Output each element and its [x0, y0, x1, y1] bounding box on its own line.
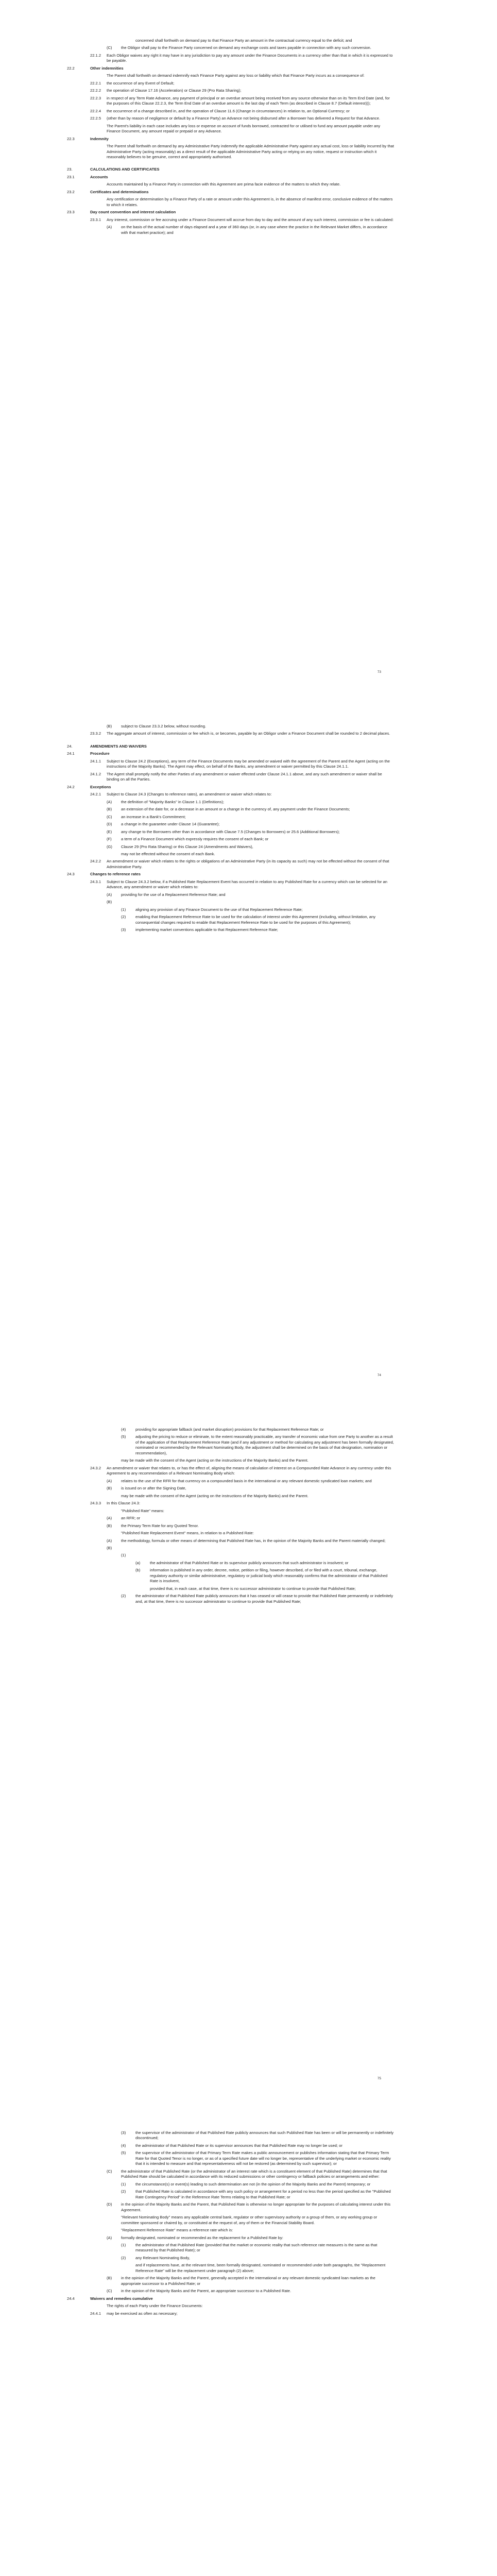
clause-text: the methodology, formula or other means of determining that Published Rate has, in the opinion of the Majority Banks and the Parent materially changed; [121, 1538, 386, 1543]
clause-text: that Published Rate is calculated in accordance with any such policy or arrangement for a period no less than the period specified as the "Published Rate Contingency Period" in the Reference Rate Terms relating to that Published Rate; or [135, 2189, 391, 2199]
paragraph: and if replacements have, at the relevant time, been formally designated, nominated or recommended under both paragraphs, the "Replacement Reference Rate" will be the replacement under paragraph (2) above; [135, 2263, 386, 2273]
clause-number: 23.1 [67, 174, 75, 179]
clause-item [121, 2243, 394, 2253]
clause-heading [67, 2296, 394, 2301]
clause-item [121, 2189, 394, 2200]
clause-number: (B) [107, 2276, 112, 2281]
clause-item [121, 927, 394, 933]
clause-text: an extension of the date for, or a decrease in an amount or a change in the currency of, any payment under the Finance Documents; [121, 807, 350, 812]
clause-number: (2) [121, 914, 126, 920]
paragraph: The rights of each Party under the Finance Documents: [107, 2303, 203, 2309]
clause-text: the administrator of that Published Rate or its supervisor publicly announces that such administrator is insolvent; or [150, 1560, 349, 1565]
clause-text: the Obligor shall pay to the Finance Party concerned on demand any exchange costs and taxes payable in connection with any such conversion. [121, 45, 371, 50]
clause-item [107, 1486, 394, 1491]
clause-heading [67, 785, 394, 790]
clause-text: a change in the guarantee under Clause 14 (Guarantee); [121, 822, 220, 827]
clause-item [121, 1553, 394, 1558]
clause-text: The Agent shall promptly notify the other Parties of any amendment or waiver effected under Clause 24.1.1 above, and any such amendment or waiver shall be binding on all the Parties. [107, 771, 382, 782]
clause-number: 23.3 [67, 210, 75, 215]
clause-text [121, 1546, 394, 1551]
clause-item [107, 2289, 394, 2294]
document-page [0, 2110, 497, 2576]
clause-item [107, 45, 394, 50]
clause-item [90, 109, 394, 114]
clause-heading [67, 167, 394, 172]
clause-number: (D) [107, 2202, 112, 2207]
clause-number: 22.3 [67, 136, 75, 141]
clause-text: may be exercised as often as necessary; [107, 2311, 178, 2316]
clause-number: (C) [107, 45, 112, 50]
clause-item [121, 2150, 394, 2166]
clause-text: An amendment or waiver that relates to, or has the effect of, aligning the means of calculation of interest on a Compounded Rate Advance in any currency under this Agreement to any recommendation of a Relevant Nominating Body which: [107, 1465, 391, 1476]
clause-text: the occurrence of a change described in, and the operation of Clause 11.6 (Change in circumstances) in relation to, an Optional Currency; or [107, 108, 350, 113]
clause-item [107, 837, 394, 842]
paragraph: may not be effected without the consent of each Bank. [121, 851, 215, 856]
clause-item [90, 759, 394, 770]
clause-text: Clause 29 (Pro Rata Sharing) or this Clause 24 (Amendments and Waivers), [121, 844, 253, 849]
clause-number: 22.2.2 [90, 88, 101, 93]
clause-number: (A) [107, 225, 112, 230]
clause-item [90, 731, 394, 736]
clause-number: 24.3 [67, 872, 75, 877]
paragraph: The Parent shall forthwith on demand by any Administrative Party indemnify the applicable Administrative Party against any actual cost, loss or liability incurred by that Administrative Party (acting reasonably) as a direct result of the applicable Administrative Party acting or relying on any notice, request or instruction which it reasonably believes to be genuine, correct and appropriately authorised. [107, 144, 394, 159]
clause-number: (C) [107, 2168, 112, 2174]
clause-text: the administrator of that Published Rate (or the administrator of an interest rate which is a constituent element of that Published Rate) determines that that Published Rate should be calculated in accordance with its reduced submissions or other contingency or fallback policies or arrangements and either: [121, 2168, 387, 2179]
clause-number: (C) [107, 2289, 112, 2294]
clause-number: (2) [121, 2189, 126, 2194]
clause-item [107, 724, 394, 729]
clause-number: (A) [107, 799, 112, 804]
clause-item [90, 792, 394, 797]
clause-text: Changes to reference rates [90, 872, 141, 877]
clause-text [135, 1553, 394, 1558]
clause-text: Subject to Clause 24.3.2 below, if a Published Rate Replacement Event has occurred in relation to any Published Rate for a currency which can be selected for an Advance, any amendment or waiver which relates to: [107, 879, 387, 890]
clause-number: 24.2.1 [90, 792, 101, 797]
clause-number: 24.3.3 [90, 1501, 101, 1506]
clause-text: Waivers and remedies cumulative [90, 2296, 153, 2301]
clause-heading [67, 744, 394, 749]
paragraph: "Replacement Reference Rate" means a reference rate which is: [121, 2228, 233, 2233]
clause-number: 22.2 [67, 65, 75, 71]
clause-item [107, 822, 394, 827]
clause-item [107, 2169, 394, 2180]
paragraph: may be made with the consent of the Agent (acting on the instructions of the Majority Banks) and the Parent. [121, 1458, 309, 1463]
clause-text: enabling that Replacement Reference Rate to be used for the calculation of interest under this Agreement (including, without limitation, any consequential changes required to enable that Replacement Reference Rate to be used for the purposes of this Agreement); [135, 914, 376, 925]
clause-number: (B) [107, 1523, 112, 1528]
clause-item [121, 2130, 394, 2141]
clause-number: 24.1 [67, 751, 75, 756]
clause-item [135, 1568, 394, 1584]
clause-text: in the opinion of the Majority Banks and the Parent, an appropriate successor to a Published Rate. [121, 2289, 292, 2294]
page-number: 75 [377, 2077, 381, 2081]
clause-text: in the opinion of the Majority Banks and the Parent, generally accepted in the international or any relevant domestic syndicated loan markets as the appropriate successor to a Published Rate; or [121, 2276, 375, 2286]
clause-item [90, 772, 394, 783]
clause-item [121, 914, 394, 925]
clause-item [107, 892, 394, 897]
clause-number: (E) [107, 829, 112, 834]
clause-item [107, 829, 394, 835]
document-page [0, 0, 497, 703]
clause-item [121, 1594, 394, 1604]
clause-text: in the opinion of the Majority Banks and the Parent, that Published Rate is otherwise no longer appropriate for the purposes of calculating interest under this Agreement. [121, 2202, 391, 2212]
clause-text: Certificates and determinations [90, 189, 149, 194]
clause-item [90, 88, 394, 93]
clause-number: 22.2.5 [90, 116, 101, 121]
clause-item [90, 217, 394, 223]
clause-heading [67, 751, 394, 756]
clause-number: 24.4.1 [90, 2311, 101, 2316]
clause-item [107, 1516, 394, 1521]
clause-number: (4) [121, 1427, 126, 1432]
clause-text: Any interest, commission or fee accruing under a Finance Document will accrue from day to day and the amount of any such interest, commission or fee is calculated: [107, 217, 394, 222]
clause-item [121, 1427, 394, 1432]
clause-text: an increase in a Bank's Commitment; [121, 814, 186, 819]
clause-text: the operation of Clause 17.16 (Acceleration) or Clause 29 (Pro Rata Sharing); [107, 88, 242, 93]
clause-number: (3) [121, 2130, 126, 2135]
page-number: 74 [377, 1374, 381, 1378]
clause-text: a term of a Finance Document which expressly requires the consent of each Bank; or [121, 837, 269, 842]
clause-number: 24.4 [67, 2296, 75, 2301]
clause-text: providing for the use of a Replacement Reference Rate; and [121, 892, 226, 897]
clause-item [121, 1434, 394, 1456]
paragraph: Any certification or determination by a Finance Party of a rate or amount under this Agreement is, in the absence of manifest error, conclusive evidence of the matters to which it relates. [107, 197, 393, 207]
clause-text: CALCULATIONS AND CERTIFICATES [90, 167, 160, 172]
clause-number: (1) [121, 907, 126, 912]
clause-item [121, 2143, 394, 2148]
clause-number: (2) [121, 1594, 126, 1599]
clause-item [107, 1479, 394, 1484]
clause-text: Indemnity [90, 136, 109, 141]
clause-number: (D) [107, 822, 112, 827]
clause-item [107, 2276, 394, 2286]
clause-item [135, 1561, 394, 1566]
clause-number: 24.2.2 [90, 859, 101, 864]
clause-text: Subject to Clause 24.2 (Exceptions), any term of the Finance Documents may be amended or waived with the agreement of the Parent and the Agent (acting on the instructions of the Majority Banks). The Agent may effect, on behalf of the Banks, any amendment or waiver permitted by this Clause 24.1.1. [107, 758, 390, 769]
clause-text: providing for appropriate fallback (and market disruption) provisions for that Replacement Reference Rate; or [135, 1427, 324, 1432]
clause-number: (G) [107, 844, 112, 849]
document-page [0, 1406, 497, 2110]
clause-item [90, 1501, 394, 1506]
clause-number: (B) [107, 807, 112, 812]
paragraph: The Parent shall forthwith on demand indemnify each Finance Party against any loss or liability which that Finance Party incurs as a consequence of: [107, 73, 365, 78]
paragraph: The Parent's liability in each case includes any loss or expense on account of funds borrowed, contracted for or utilised to fund any amount payable under any Finance Document, any amount repaid or prepaid or any Advance. [107, 123, 381, 134]
clause-number: (1) [121, 2242, 126, 2247]
clause-text: adjusting the pricing to reduce or eliminate, to the extent reasonably practicable, any transfer of economic value from one Party to another as a result of the application of that Replacement Reference Rate (and if any adjustment or method for calculating any adjustment has been formally designated, nominated or recommended by the Relevant Nominating Body, the adjustment shall be determined on the basis of that designation, nomination or recommendation), [135, 1434, 394, 1455]
clause-number: (2) [121, 2255, 126, 2260]
clause-text: information is published in any order, decree, notice, petition or filing, however described, of or filed with a court, tribunal, exchange, regulatory authority or similar administrative, regulatory or judicial body which reasonably confirms that the administrator of that Published Rate is insolvent, [150, 1568, 388, 1584]
paragraph: concerned shall forthwith on demand pay to that Finance Party an amount in the contractual currency equal to the deficit; and [135, 38, 352, 43]
clause-text: the administrator of that Published Rate (provided that the market or economic reality that such reference rate measures is the same as that measured by that Published Rate); or [135, 2242, 378, 2253]
clause-item [107, 844, 394, 850]
clause-item [90, 81, 394, 86]
clause-number: 24.1.1 [90, 758, 101, 764]
clause-number: 23.3.2 [90, 731, 101, 736]
clause-text: AMENDMENTS AND WAIVERS [90, 743, 147, 749]
clause-item [90, 2311, 394, 2316]
clause-text: the occurrence of any Event of Default; [107, 80, 175, 86]
clause-text: aligning any provision of any Finance Document to the use of that Replacement Reference Rate; [135, 907, 303, 912]
clause-text [121, 900, 394, 905]
clause-text: the supervisor of the administrator of that Published Rate publicly announces that such Published Rate has been or will be permanently or indefinitely discontinued; [135, 2130, 394, 2141]
clause-item [90, 116, 394, 121]
clause-number: (1) [121, 2181, 126, 2187]
clause-number: 24.1.2 [90, 771, 101, 776]
clause-text: the supervisor of the administrator of that Primary Term Rate makes a public announcement or publishes information stating that that Primary Term Rate for that Quoted Tenor is no longer, or as of a specified future date will no longer be, representative of the underlying market or economic reality that it is intended to measure and that representativeness will not be restored (as determined by such supervisor); or [135, 2150, 391, 2166]
clause-heading [67, 872, 394, 877]
clause-text: the definition of "Majority Banks" in Clause 1.1 (Definitions); [121, 799, 224, 804]
clause-item [107, 2202, 394, 2213]
clause-number: (F) [107, 837, 112, 842]
clause-heading [67, 175, 394, 180]
clause-item [107, 815, 394, 820]
clause-text: Other indemnities [90, 65, 124, 71]
clause-text: Day count convention and interest calculation [90, 210, 176, 215]
clause-text: Each Obligor waives any right it may have in any jurisdiction to pay any amount under the Finance Documents in a currency other than that in which it is expressed to be payable. [107, 53, 393, 63]
clause-item [107, 800, 394, 805]
clause-number: 23. [67, 167, 73, 172]
clause-item [107, 1546, 394, 1551]
clause-item [107, 1523, 394, 1529]
clause-item [90, 879, 394, 890]
clause-text: In this Clause 24.3: [107, 1501, 141, 1506]
clause-number: 22.2.1 [90, 80, 101, 86]
clause-number: (A) [107, 1538, 112, 1543]
document-page [0, 703, 497, 1406]
clause-heading [67, 66, 394, 71]
clause-number: (A) [107, 1516, 112, 1521]
clause-text: The aggregate amount of interest, commission or fee which is, or becomes, payable by an Obligor under a Finance Document shall be rounded to 2 decimal places. [107, 731, 390, 736]
clause-item [107, 225, 394, 235]
clause-text: relates to the use of the RFR for that currency on a compounded basis in the international or any relevant domestic syndicated loan markets; and [121, 1478, 372, 1483]
clause-item [90, 1466, 394, 1477]
clause-number: 22.2.3 [90, 95, 101, 100]
clause-number: (C) [107, 814, 112, 819]
clause-text: subject to Clause 23.3.2 below, without rounding. [121, 724, 207, 728]
clause-number: 24.3.2 [90, 1465, 101, 1470]
clause-item [90, 859, 394, 870]
clause-text: any change to the Borrowers other than in accordance with Clause 7.5 (Changes to Borrowers) or 25.6 (Additional Borrowers); [121, 829, 340, 834]
clause-text: (other than by reason of negligence or default by a Finance Party) an Advance not being disbursed after a Borrower has delivered a Request for that Advance. [107, 116, 381, 121]
clause-item [90, 96, 394, 107]
clause-number: (B) [107, 724, 112, 728]
clause-number: 23.3.1 [90, 217, 101, 222]
clause-text: formally designated, nominated or recommended as the replacement for a Published Rate by: [121, 2235, 283, 2240]
clause-item [121, 2256, 394, 2261]
clause-number: 22.2.4 [90, 108, 101, 113]
clause-number: 24.2 [67, 784, 75, 789]
clause-text: the Primary Term Rate for any Quoted Tenor. [121, 1523, 199, 1528]
clause-number: (b) [135, 1568, 141, 1573]
clause-heading [67, 190, 394, 195]
clause-item [121, 2182, 394, 2187]
clause-text: any Relevant Nominating Body, [135, 2255, 190, 2260]
clause-number: (A) [107, 1478, 112, 1483]
clause-number: (B) [107, 1545, 112, 1550]
clause-number: (5) [121, 2150, 126, 2156]
clause-item [121, 907, 394, 912]
clause-number: (a) [135, 1560, 141, 1565]
clause-text: Subject to Clause 24.3 (Changes to reference rates), an amendment or waiver which relates to: [107, 792, 272, 797]
clause-text: Accounts [90, 174, 108, 179]
clause-item [90, 53, 394, 64]
paragraph: "Published Rate" means: [121, 1508, 164, 1513]
clause-number: (5) [121, 1434, 126, 1439]
clause-number: 23.2 [67, 189, 75, 194]
clause-number: (1) [121, 1553, 126, 1558]
paragraph: "Published Rate Replacement Event" means, in relation to a Published Rate: [121, 1531, 254, 1536]
clause-number: (3) [121, 927, 126, 933]
clause-text: an RFR; or [121, 1516, 141, 1521]
clause-number: (B) [107, 900, 112, 905]
clause-number: (A) [107, 2235, 112, 2240]
clause-text: the administrator of that Published Rate or its supervisor announces that that Published Rate may no longer be used; or [135, 2143, 342, 2148]
clause-number: 24. [67, 743, 73, 749]
paragraph: "Relevant Nominating Body" means any applicable central bank, regulator or other supervisory authority or a group of them, or any working group or committee sponsored or chaired by, or constituted at the request of, any of them or the Financial Stability Board. [121, 2215, 378, 2225]
clause-number: (A) [107, 892, 112, 897]
paragraph: may be made with the consent of the Agent (acting on the instructions of the Majority Banks) and the Parent. [121, 1493, 309, 1498]
clause-item [107, 2235, 394, 2241]
page-number: 73 [377, 670, 381, 674]
clause-text: implementing market conventions applicable to that Replacement Reference Rate; [135, 927, 278, 933]
clause-text: in respect of any Term Rate Advance, any payment of principal or an overdue amount being received from any source otherwise than on its Term End Date (and, for the purposes of this Clause 22.2.3, the Term End Date of an overdue amount is the last day of each Term (as described in Clause 8.7 (Default interest))); [107, 95, 390, 106]
clause-text: the circumstance(s) or event(s) leading to such determination are not (in the opinion of the Majority Banks and the Parent) temporary; or [135, 2181, 371, 2187]
clause-number: (B) [107, 1486, 112, 1491]
clause-text: is issued on or after the Signing Date, [121, 1486, 186, 1491]
clause-number: 22.1.2 [90, 53, 101, 58]
clause-item [107, 807, 394, 812]
clause-text: Exceptions [90, 784, 111, 789]
paragraph: Accounts maintained by a Finance Party in connection with this Agreement are prima facie evidence of the matters to which they relate. [107, 182, 341, 187]
clause-item [107, 900, 394, 905]
clause-text: the administrator of that Published Rate publicly announces that it has ceased or will cease to provide that Published Rate permanently or indefinitely and, at that time, there is no successor administrator to continue to provide that Published Rate; [135, 1594, 393, 1604]
clause-heading [67, 210, 394, 215]
clause-number: (4) [121, 2143, 126, 2148]
clause-text: An amendment or waiver which relates to the rights or obligations of an Administrative Party (in its capacity as such) may not be effected without the consent of that Administrative Party. [107, 859, 389, 869]
clause-heading [67, 137, 394, 142]
clause-number: 24.3.1 [90, 879, 101, 884]
clause-text: on the basis of the actual number of days elapsed and a year of 360 days (or, in any case where the practice in the Relevant Market differs, in accordance with that market practice); and [121, 225, 387, 235]
clause-text: Procedure [90, 751, 110, 756]
clause-item [107, 1538, 394, 1544]
paragraph: provided that, in each case, at that time, there is no successor administrator to continue to provide that Published Rate; [150, 1586, 356, 1591]
